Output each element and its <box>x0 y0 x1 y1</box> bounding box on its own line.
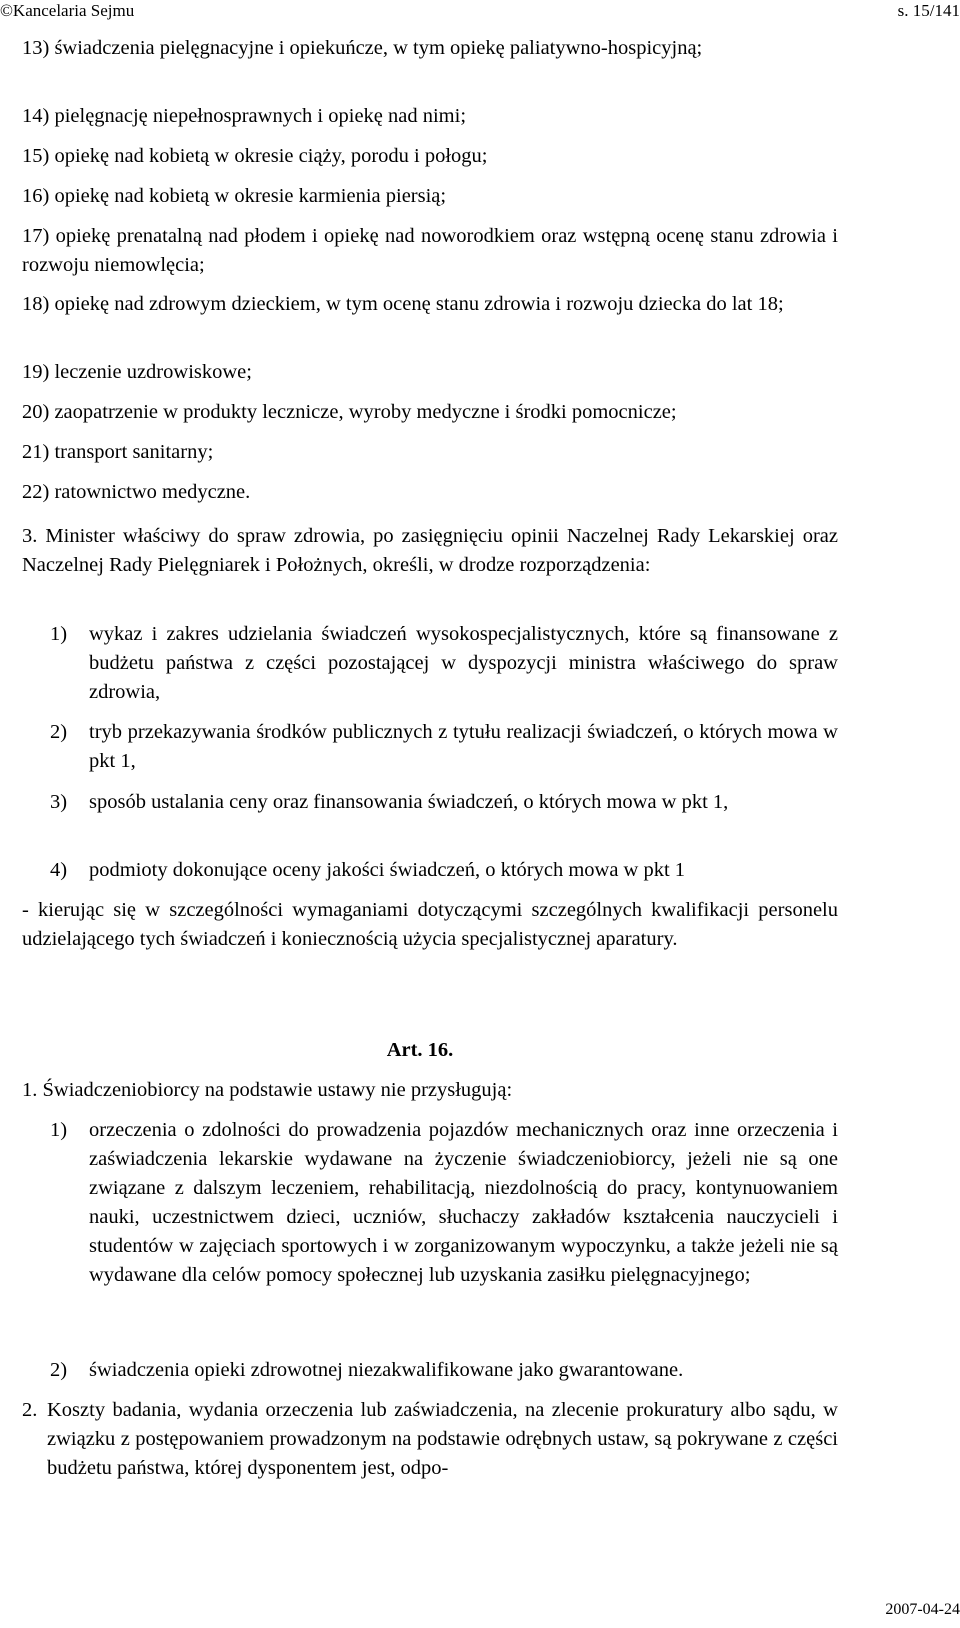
list-item-number: 3) <box>50 791 68 813</box>
list-item: 20) zaopatrzenie w produkty lecznicze, wyroby medyczne i środki pomocnicze; <box>22 401 677 423</box>
closing-paragraph: - kierując się w szczególności wymaganiami dotyczącymi szczególnych kwalifikacji personelu udzielającego tych świadczeń i koniecznością użycia specjalistycznej aparatury. <box>22 899 838 950</box>
list-item: 13) świadczenia pielęgnacyjne i opiekuńcze, w tym opiekę paliatywno-hospicyjną; <box>22 37 703 59</box>
list-item: 21) transport sanitarny; <box>22 441 214 463</box>
list-item: 22) ratownictwo medyczne. <box>22 481 251 503</box>
list-item-text: świadczenia opieki zdrowotnej niezakwalifikowane jako gwarantowane. <box>89 1359 684 1381</box>
copyright-notice: ©Kancelaria Sejmu <box>0 1 135 20</box>
footer-date: 2007-04-24 <box>885 1601 960 1618</box>
list-item-text: wykaz i zakres udzielania świadczeń wysokospecjalistycznych, które są finansowane z budżetu państwa z części pozostającej w dyspozycji ministra właściwego do spraw zdrowia, <box>89 623 838 703</box>
list-item: 14) pielęgnację niepełnosprawnych i opiekę nad nimi; <box>22 105 467 127</box>
list-item-number: 4) <box>50 859 68 881</box>
page-header <box>0 0 960 22</box>
list-item-number: 2) <box>50 1359 68 1381</box>
list-item: 18) opiekę nad zdrowym dzieckiem, w tym ocenę stanu zdrowia i rozwoju dziecka do lat 18; <box>22 293 784 315</box>
list-item-number: 2) <box>50 721 68 743</box>
list-item-text: podmioty dokonujące oceny jakości świadczeń, o których mowa w pkt 1 <box>89 859 686 881</box>
list-item: 15) opiekę nad kobietą w okresie ciąży, porodu i połogu; <box>22 145 488 167</box>
article-paragraph-2: Koszty badania, wydania orzeczenia lub zaświadczenia, na zlecenie prokuratury albo sądu, w związku z postępowaniem prowadzonym na podstawie odrębnych ustaw, są pokrywane z części budżetu państwa, której dysponentem jest, odpo- <box>47 1399 838 1479</box>
list-item-number: 1) <box>50 1119 68 1141</box>
list-item-number: 1) <box>50 623 68 645</box>
page-number: s. 15/141 <box>897 1 960 20</box>
list-item-text: tryb przekazywania środków publicznych z tytułu realizacji świadczeń, o których mowa w pkt 1, <box>89 721 838 772</box>
article-paragraph-1: 1. Świadczeniobiorcy na podstawie ustawy nie przysługują: <box>22 1079 513 1101</box>
list-item: 17) opiekę prenatalną nad płodem i opiekę nad noworodkiem oraz wstępną ocenę stanu zdrowia i rozwoju niemowlęcia; <box>22 225 838 276</box>
article-paragraph-2-number: 2. <box>22 1399 38 1421</box>
list-item-text: sposób ustalania ceny oraz finansowania świadczeń, o których mowa w pkt 1, <box>89 791 729 813</box>
list-item: 16) opiekę nad kobietą w okresie karmienia piersią; <box>22 185 447 207</box>
paragraph-3: 3. Minister właściwy do spraw zdrowia, po zasięgnięciu opinii Naczelnej Rady Lekarskiej oraz Naczelnej Rady Pielęgniarek i Położnych, określi, w drodze rozporządzenia: <box>22 525 838 576</box>
list-item-text: orzeczenia o zdolności do prowadzenia pojazdów mechanicznych oraz inne orzeczenia i zaświadczenia lekarskie wydawane na życzenie świadczeniobiorcy, jeżeli nie są one związane z dalszym leczeniem, rehabilitacją, niezdolnością do pracy, kontynuowaniem nauki, uczestnictwem dzieci, uczniów, słuchaczy zakładów kształcenia nauczycieli i studentów w zajęciach sportowych i w zorganizowanym wypoczynku, a także jeżeli nie są wydawane dla celów pomocy społecznej lub uzyskania zasiłku pielęgnacyjnego; <box>89 1119 838 1286</box>
article-title: Art. 16. <box>386 1039 454 1061</box>
list-item: 19) leczenie uzdrowiskowe; <box>22 361 252 383</box>
